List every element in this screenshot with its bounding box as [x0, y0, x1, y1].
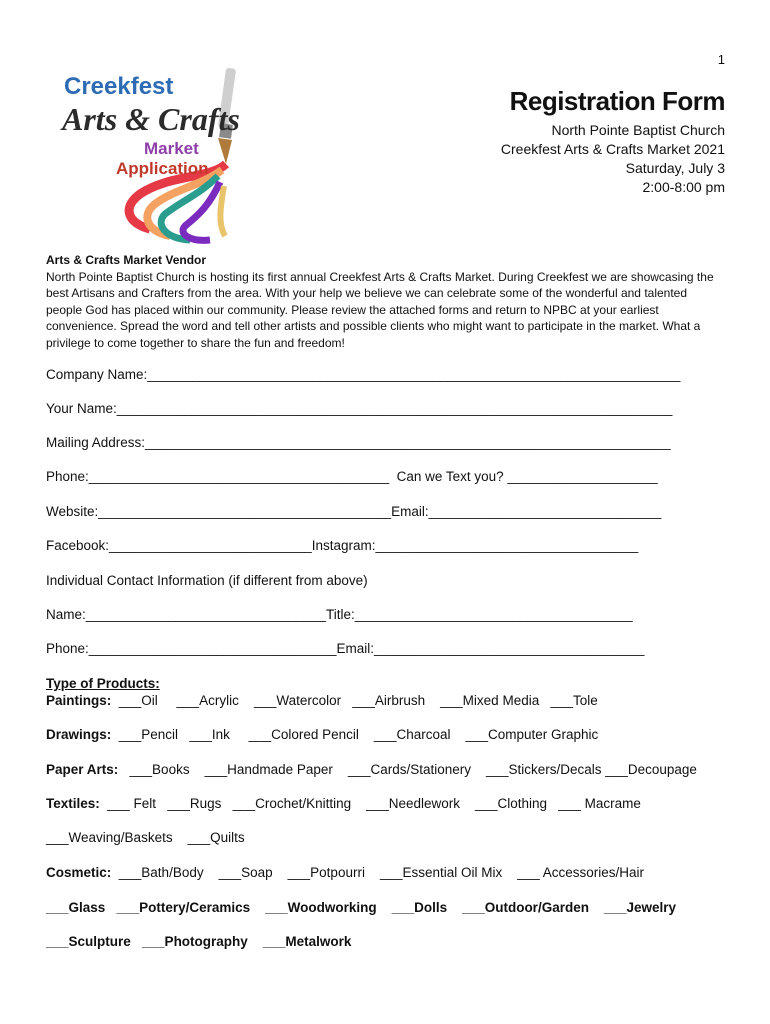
drawings-label: Drawings: — [46, 727, 112, 742]
creekfest-logo — [60, 64, 260, 244]
logo-text-creekfest: Creekfest — [64, 73, 174, 100]
intro-section — [46, 252, 726, 351]
textiles-options[interactable]: ___ Felt ___Rugs ___Crochet/Knitting ___Needlework ___Clothing ___ Macrame — [99, 796, 641, 811]
cosmetic-row[interactable] — [46, 865, 644, 881]
individual-contact-label: Individual Contact Information (if different from above) — [46, 573, 368, 588]
paper-arts-row[interactable] — [46, 762, 697, 778]
company-name-field[interactable]: Company Name:_______________________________________________________________________ — [46, 367, 681, 382]
paper-arts-label: Paper Arts: — [46, 762, 119, 777]
header-time: 2:00-8:00 pm — [642, 179, 725, 195]
drawings-options[interactable]: ___Pencil ___Ink ___Colored Pencil ___Charcoal ___Computer Graphic — [111, 727, 599, 742]
intro-body: North Pointe Baptist Church is hosting its first annual Creekfest Arts & Crafts Market. During Creekfest we are showcasing the best Artisans and Crafters from the area. With your help we believe we can celebrate some of the wonderful and talented people God has placed within our community. Please review the attached forms and return to NPBC at your earliest convenience. Spread the word and tell other artists and possible clients who might want to participate in the market. What a privilege to come together to share the fun and freedom! — [46, 269, 714, 350]
textiles-row[interactable] — [46, 796, 641, 812]
header-event: Creekfest Arts & Crafts Market 2021 — [500, 141, 725, 157]
phone-email-field[interactable]: Phone:_________________________________Email:____________________________________ — [46, 641, 645, 656]
textiles-row-2[interactable]: ___Weaving/Baskets ___Quilts — [46, 830, 245, 845]
logo-text-market: Market — [144, 139, 199, 158]
website-email-field[interactable]: Website:_______________________________________Email:_______________________________ — [46, 504, 662, 519]
your-name-field[interactable]: Your Name:__________________________________________________________________________ — [46, 401, 673, 416]
misc-row-2[interactable]: ___Sculpture ___Photography ___Metalwork — [46, 934, 352, 949]
paper-arts-options[interactable]: ___Books ___Handmade Paper ___Cards/Stationery ___Stickers/Decals ___Decoupage — [118, 762, 697, 777]
paintings-label: Paintings: — [46, 693, 112, 708]
textiles-label: Textiles: — [46, 796, 100, 811]
drawings-row[interactable] — [46, 727, 598, 743]
paintings-options[interactable]: ___Oil ___Acrylic ___Watercolor ___Airbrush ___Mixed Media ___Tole — [111, 693, 598, 708]
name-title-field[interactable]: Name:________________________________Title:_____________________________________ — [46, 607, 633, 622]
cosmetic-label: Cosmetic: — [46, 865, 112, 880]
facebook-instagram-field[interactable]: Facebook:___________________________Instagram:___________________________________ — [46, 538, 639, 553]
phone-text-field[interactable]: Phone:________________________________________ Can we Text you? ____________________ — [46, 469, 658, 484]
page-number: 1 — [717, 52, 725, 67]
form-title: Registration Form — [509, 86, 725, 116]
logo-text-application: Application — [116, 159, 209, 178]
misc-row-1[interactable]: ___Glass ___Pottery/Ceramics ___Woodworking ___Dolls ___Outdoor/Garden ___Jewelry — [46, 900, 677, 915]
intro-heading: Arts & Crafts Market Vendor — [46, 253, 207, 267]
header-date: Saturday, July 3 — [625, 160, 725, 176]
products-heading: Type of Products: — [46, 676, 160, 691]
form-header — [501, 86, 725, 197]
paintings-row[interactable] — [46, 693, 598, 709]
cosmetic-options[interactable]: ___Bath/Body ___Soap ___Potpourri ___Essential Oil Mix ___ Accessories/Hair — [111, 865, 645, 880]
logo-text-arts-crafts: Arts & Crafts — [62, 101, 240, 137]
mailing-address-field[interactable]: Mailing Address:______________________________________________________________________ — [46, 435, 671, 450]
header-church: North Pointe Baptist Church — [551, 122, 725, 138]
